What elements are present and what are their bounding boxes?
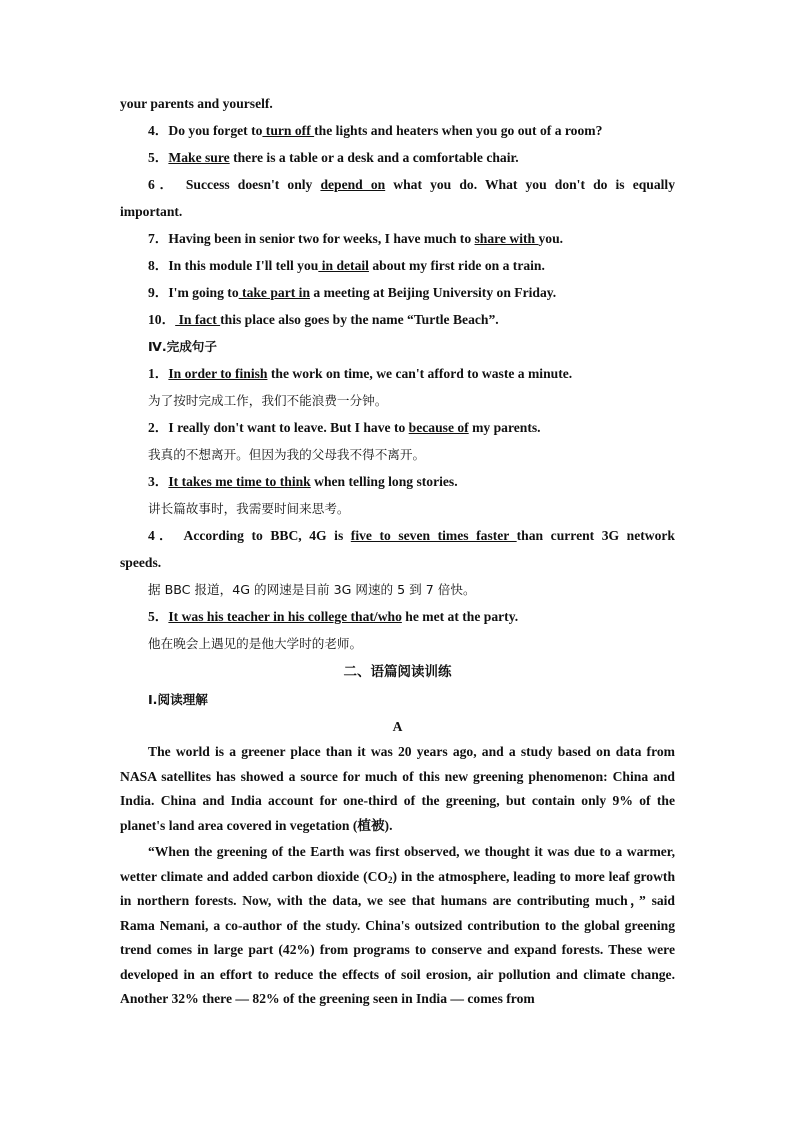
sentence-text: I really don't want to leave. But I have to <box>168 420 409 435</box>
answer-blank: take part in <box>238 285 311 300</box>
answer-blank: In order to finish <box>168 366 268 381</box>
top-line: your parents and yourself. <box>120 96 273 111</box>
item-text: In this module I'll tell you <box>168 258 319 273</box>
item-number: 10． <box>148 312 176 327</box>
item-text: Having been in senior two for weeks, I have much to <box>168 231 475 246</box>
item-text: what you do. What you don't do is equally <box>385 177 675 192</box>
sentence-2-chinese: 我真的不想离开。但因为我的父母我不得不离开。 <box>148 447 426 462</box>
item-text: about my first ride on a train. <box>368 258 545 273</box>
item-9 <box>120 279 675 306</box>
sentence-text: my parents. <box>468 420 541 435</box>
item-6 <box>120 171 675 198</box>
item-8 <box>120 252 675 279</box>
item-number: 8． <box>148 258 169 273</box>
item-text: Do you forget to <box>168 123 263 138</box>
item-4 <box>120 117 675 144</box>
sentence-2 <box>120 414 675 441</box>
passage-paragraph-1: The world is a greener place than it was 20 years ago, and a study based on data from NASA satellites has showed a source for much of this new greening phenomenon: China and India. China and India account for one-third of the greening, but contain only 9% of the planet's land area covered in vegetation (植被). <box>120 744 675 833</box>
answer-blank: turn off <box>262 123 315 138</box>
item-number: 6． <box>148 177 178 192</box>
sentence-4 <box>120 522 675 549</box>
part-4-heading: Ⅳ.完成句子 <box>148 339 217 354</box>
sentence-1-chinese: 为了按时完成工作，我们不能浪费一分钟。 <box>148 393 388 408</box>
passage-label: A <box>392 719 403 734</box>
item-text: there is a table or a desk and a comfortable chair. <box>229 150 519 165</box>
answer-blank: It takes me time to think <box>168 474 311 489</box>
answer-blank: because of <box>408 420 469 435</box>
answer-blank: Make sure <box>168 150 230 165</box>
passage-paragraph-2 <box>120 840 675 1012</box>
item-text: the lights and heaters when you go out of a room? <box>314 123 603 138</box>
sentence-text: According to BBC, 4G is <box>176 528 351 543</box>
item-number: 7． <box>148 231 169 246</box>
sentence-number: 5． <box>148 609 169 624</box>
section-2-title: 二、语篇阅读训练 <box>343 664 452 680</box>
item-text: a meeting at Beijing University on Friday. <box>310 285 557 300</box>
sentence-5-chinese: 他在晚会上遇见的是他大学时的老师。 <box>148 636 363 651</box>
sentence-number: 4． <box>148 528 177 543</box>
document-page <box>120 90 675 1012</box>
item-text: this place also goes by the name “Turtle Beach”. <box>220 312 499 327</box>
answer-blank: In fact <box>175 312 221 327</box>
sentence-5 <box>120 603 675 630</box>
sentence-text: he met at the party. <box>401 609 519 624</box>
sentence-text: than current 3G network <box>516 528 675 543</box>
sentence-number: 2． <box>148 420 169 435</box>
item-5 <box>120 144 675 171</box>
item-6-continued: important. <box>120 204 183 219</box>
item-text: Success doesn't only <box>177 177 321 192</box>
paragraph-text: ) in the atmosphere, leading to more leaf growth in northern forests. Now, with the data, we see that humans are contributing much，” said Rama Nemani, a co-author of the study. China's outsized contribution to the global greening trend comes in large part (42%) from programs to conserve and expand forests. These were developed in an effort to reduce the effects of soil erosion, air pollution and climate change. Another 32% there — 82% of the greening seen in India — comes from <box>120 868 675 1006</box>
paragraph-text: “When the greening of the Earth was first observed, we thought it was due to a warmer, wetter climate and added carbon dioxide (CO <box>120 844 675 884</box>
sentence-4-continued: speeds. <box>120 555 162 570</box>
answer-blank: It was his teacher in his college that/who <box>168 609 402 624</box>
sentence-number: 3． <box>148 474 169 489</box>
answer-blank: share with <box>474 231 539 246</box>
sentence-3 <box>120 468 675 495</box>
sentence-4-chinese: 据 BBC 报道，4G 的网速是目前 3G 网速的 5 到 7 倍快。 <box>148 582 476 597</box>
item-number: 4． <box>148 123 169 138</box>
subscript: 2 <box>388 874 393 885</box>
answer-blank: depend on <box>320 177 386 192</box>
item-7 <box>120 225 675 252</box>
item-number: 9． <box>148 285 169 300</box>
answer-blank: five to seven times faster <box>350 528 517 543</box>
item-10 <box>120 306 675 333</box>
sentence-3-chinese: 讲长篇故事时，我需要时间来思考。 <box>148 501 350 516</box>
sentence-number: 1． <box>148 366 169 381</box>
reading-heading: Ⅰ.阅读理解 <box>148 692 208 707</box>
sentence-text: when telling long stories. <box>310 474 458 489</box>
sentence-text: the work on time, we can't afford to waste a minute. <box>267 366 573 381</box>
sentence-1 <box>120 360 675 387</box>
item-text: I'm going to <box>168 285 239 300</box>
answer-blank: in detail <box>318 258 369 273</box>
item-text: you. <box>538 231 564 246</box>
item-number: 5． <box>148 150 169 165</box>
